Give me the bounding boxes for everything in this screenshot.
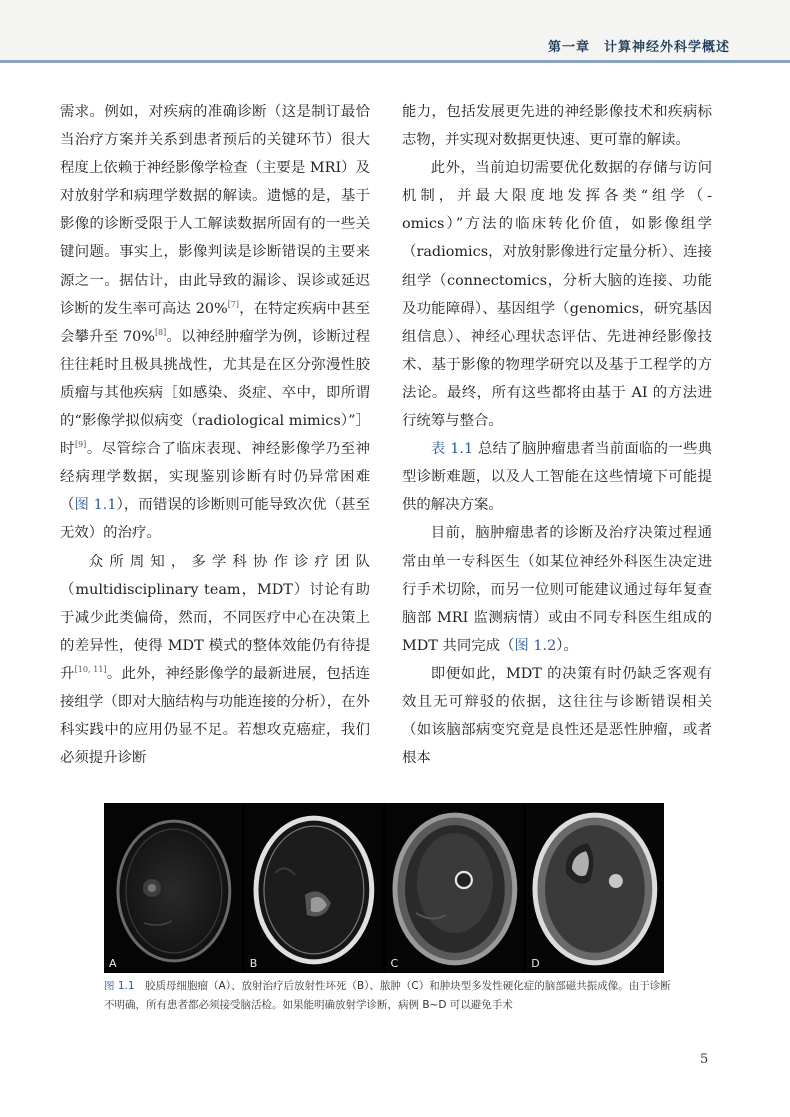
panel-label: C: [390, 957, 399, 970]
text-run: 。此外，神经影像学的最新进展，包括连接组学（即对大脑结构与功能连接的分析），在外科实践中的应用仍显不足。若想攻克癌症，我们必须提升诊断: [60, 665, 370, 767]
mri-panel-a: [104, 803, 242, 973]
mri-axial-slice-icon: [526, 803, 664, 973]
page-number: 5: [700, 1052, 709, 1067]
paragraph: [60, 548, 370, 773]
table-reference-link[interactable]: 表 1.1: [430, 441, 474, 458]
paragraph: [60, 98, 370, 548]
text-run: 总结了脑肿瘤患者当前面临的一些典型诊断难题，以及人工智能在这些情境下可能提供的解决方案。: [402, 441, 712, 514]
text-run: 。以神经肿瘤学为例，诊断过程往往耗时且极具挑战性，尤其是在区分弥漫性胶质瘤与其他疾病［如感染、炎症、卒中，即所谓的“影像学拟似病变（radiological mimics）”］时: [60, 328, 370, 458]
mri-panel-c: [386, 803, 524, 973]
paragraph: 即便如此，MDT 的决策有时仍缺乏客观有效且无可辩驳的依据，这往往与诊断错误相关（如该脑部病变究竟是良性还是恶性肿瘤，或者根本: [402, 665, 712, 767]
text-run: ）。: [556, 637, 578, 654]
citation[interactable]: [8]: [154, 327, 167, 337]
mri-axial-slice-icon: [104, 803, 242, 973]
mri-panel-d: [526, 803, 664, 973]
chapter-title: 第一章 计算神经外科学概述: [547, 40, 730, 55]
text-run: 目前，脑肿瘤患者的诊断及治疗决策过程通常由单一专科医生（如某位神经外科医生决定进行手术切除，而另一位则可能建议通过每年复查脑部 MRI 监测病情）或由不同专科医生组成的 MDT 共同完成（: [402, 525, 712, 654]
text-run: 众所周知，多学科协作诊疗团队（multidisciplinary team，MDT）讨论有助于减少此类偏倚，然而，不同医疗中心在决策上的差异性，使得 MDT 模式的整体效能仍有待提升: [60, 553, 370, 682]
mri-figure: [104, 803, 664, 973]
mri-axial-slice-icon: [386, 803, 524, 973]
caption-text: 胶质母细胞瘤（A）、放射治疗后放射性坏死（B）、脓肿（C）和肿块型多发性硬化症的脑部磁共振成像。由于诊断不明确，所有患者都必须接受脑活检。如果能明确放射学诊断，病例 B~D 可以避免手术: [104, 980, 671, 1011]
figure-reference-link[interactable]: 图 1.1: [74, 497, 117, 514]
mri-panel-b: [245, 803, 383, 973]
panel-label: B: [249, 957, 258, 970]
citation[interactable]: [7]: [227, 299, 240, 309]
text-run: 需求。例如，对疾病的准确诊断（这是制订最恰当治疗方案并关系到患者预后的关键环节）很大程度上依赖于神经影像学检查（主要是 MRI）及对放射学和病理学数据的解读。遗憾的是，基于影像的诊断受限于人工解读数据所固有的一些关键问题。事实上，影像判读是诊断错误的主要来源之一。据估计，由此导致的漏诊、误诊或延迟诊断的发生率可高达 20%: [60, 104, 370, 317]
panel-label: A: [109, 957, 117, 970]
text-run: ，在特定疾病中甚至会攀升至 70%: [60, 300, 370, 345]
paragraph: 能力，包括发展更先进的神经影像技术和疾病标志物，并实现对数据更快速、更可靠的解读。: [402, 104, 712, 149]
left-column: [60, 98, 370, 772]
figure-reference-link[interactable]: 图 1.2: [514, 637, 557, 654]
figure-caption: [104, 977, 674, 1015]
citation[interactable]: [9]: [74, 440, 87, 450]
text-run: ），而错误的诊断则可能导致次优（甚至无效）的治疗。: [60, 497, 370, 542]
citation[interactable]: [10, 11]: [74, 665, 107, 675]
right-column: [402, 98, 712, 772]
paragraph: 此外，当前迫切需要优化数据的存储与访问机制，并最大限度地发挥各类“组学（-omics）”方法的临床转化价值，如影像组学（radiomics，对放射影像进行定量分析）、连接组学（connectomics，分析大脑的连接、功能及功能障碍）、基因组学（genomics，研究基因组信息）、神经心理状态评估、先进神经影像技术、基于影像的物理学研究以及基于工程学的方法论。最终，所有这些都将由基于 AI 的方法进行统筹与整合。: [402, 160, 712, 430]
paragraph: [402, 519, 712, 659]
mri-axial-slice-icon: [245, 803, 383, 973]
text-run: 。尽管综合了临床表现、神经影像学乃至神经病理学数据，实现鉴别诊断有时仍异常困难（: [60, 441, 370, 514]
caption-label: 图 1.1: [104, 980, 135, 992]
running-header: [0, 0, 790, 63]
paragraph: [402, 435, 712, 519]
panel-label: D: [531, 957, 540, 970]
